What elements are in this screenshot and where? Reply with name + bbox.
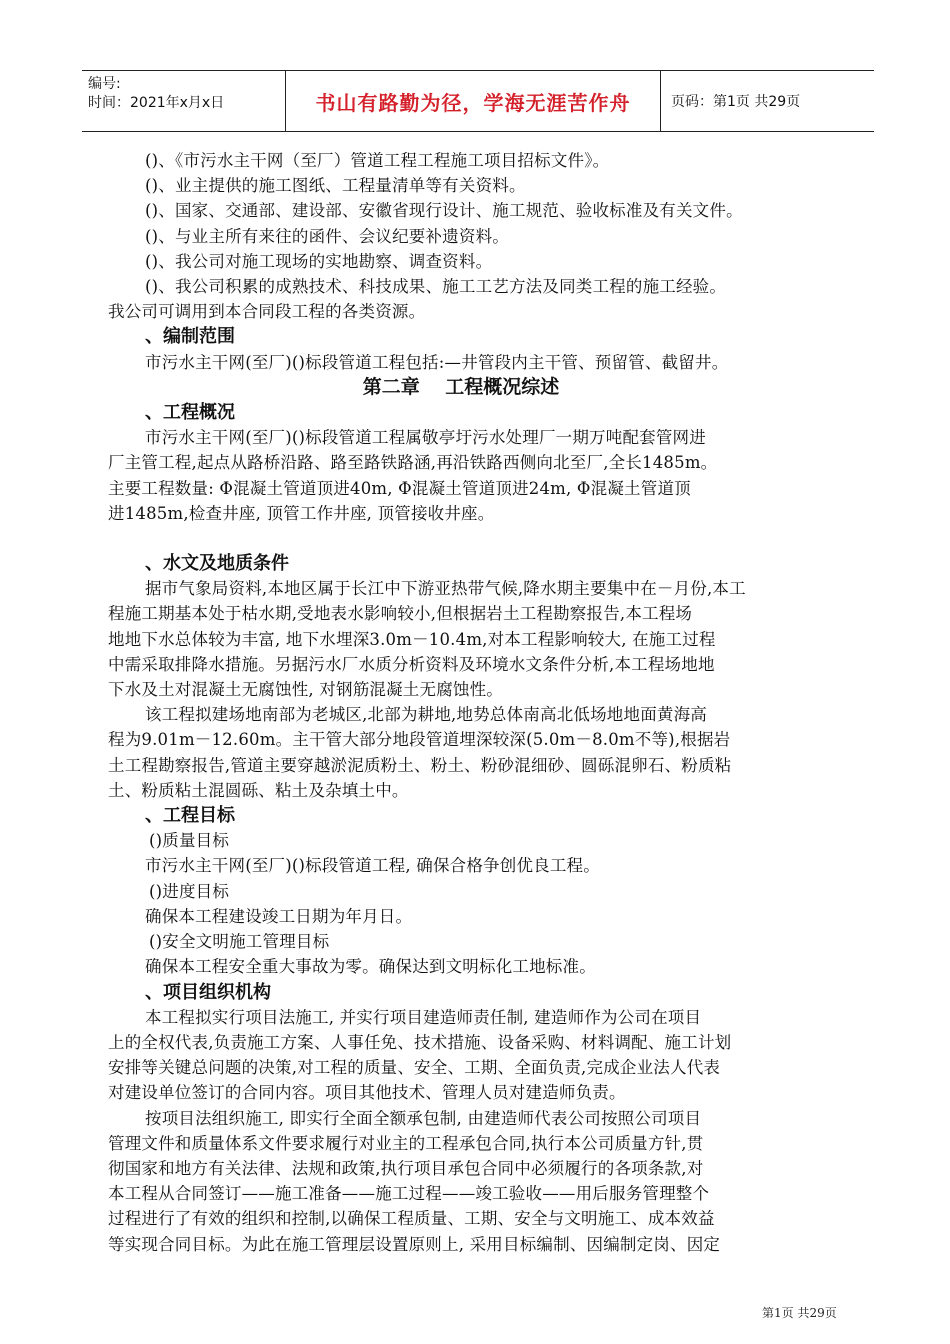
section-heading: 、水文及地质条件: [145, 553, 289, 575]
header-motto: 书山有路勤为径，学海无涯苦作舟: [286, 71, 661, 131]
paragraph-line: 厂主管工程,起点从路桥沿路、路至路铁路涵,再沿铁路西侧向北至厂,全长1485m。: [108, 453, 718, 473]
paragraph-line: 确保本工程建设竣工日期为年月日。: [145, 906, 413, 926]
subheading: ()安全文明施工管理目标: [149, 932, 330, 952]
paragraph-line: 市污水主干网(至厂)()标段管道工程包括:—井管段内主干管、预留管、截留井。: [145, 352, 729, 372]
paragraph-line: 程施工期基本处于枯水期,受地表水影响较小,但根据岩土工程勘察报告,本工程场: [108, 604, 693, 624]
time-label: 时间：2021年x月x日: [88, 95, 225, 111]
paragraph-line: 进1485m,检查井座, 顶管工作井座, 顶管接收井座。: [108, 503, 495, 523]
paragraph-line: 该工程拟建场地南部为老城区,北部为耕地,地势总体南高北低场地地面黄海高: [145, 705, 707, 725]
paragraph-line: 本工程从合同签订——施工准备——施工过程——竣工验收——用后服务管理整个: [108, 1184, 710, 1204]
paragraph-line: 按项目法组织施工, 即实行全面全额承包制, 由建造师代表公司按照公司项目: [145, 1108, 702, 1128]
chapter-heading: 第二章 工程概况综述: [362, 375, 560, 398]
reference-item: ()、我公司积累的成熟技术、科技成果、施工工艺方法及同类工程的施工经验。: [145, 277, 727, 297]
document-body: [108, 148, 864, 1257]
paragraph-line: 中需采取排降水措施。另据污水厂水质分析资料及环境水文条件分析,本工程场地地: [108, 654, 715, 674]
subheading: ()质量目标: [149, 831, 230, 851]
reference-item: ()、业主提供的施工图纸、工程量清单等有关资料。: [145, 176, 526, 196]
number-label: 编号:: [88, 76, 121, 92]
spacer: [108, 526, 864, 551]
reference-item: ()、与业主所有来往的函件、会议纪要补遗资料。: [145, 226, 509, 246]
page-header: [82, 70, 874, 132]
section-heading: 、编制范围: [145, 326, 235, 348]
reference-item: ()、国家、交通部、建设部、安徽省现行设计、施工规范、验收标准及有关文件。: [145, 201, 743, 221]
paragraph-line: 程为9.01m－12.60m。主干管大部分地段管道埋深较深(5.0m－8.0m不等),根据岩: [108, 730, 731, 750]
reference-item: ()、《市污水主干网（至厂）管道工程工程施工项目招标文件》。: [145, 151, 610, 170]
paragraph-line: 市污水主干网(至厂)()标段管道工程, 确保合格争创优良工程。: [145, 856, 600, 876]
paragraph-line: 市污水主干网(至厂)()标段管道工程属敬亭圩污水处理厂一期万吨配套管网进: [145, 428, 706, 448]
paragraph-line: 上的全权代表,负责施工方案、人事任免、技术措施、设备采购、材料调配、施工计划: [108, 1032, 732, 1052]
paragraph-line: 主要工程数量: Φ混凝土管道顶进40m, Φ混凝土管道顶进24m, Φ混凝土管道顶: [108, 478, 691, 498]
paragraph-line: 过程进行了有效的组织和控制,以确保工程质量、工期、安全与文明施工、成本效益: [108, 1209, 715, 1229]
paragraph-line: 地地下水总体较为丰富, 地下水埋深3.0m－10.4m,对本工程影响较大, 在施工过程: [108, 629, 716, 649]
reference-item: ()、我公司对施工现场的实地勘察、调查资料。: [145, 251, 493, 271]
paragraph-line: 等实现合同目标。为此在施工管理层设置原则上, 采用目标编制、因编制定岗、因定: [108, 1234, 721, 1254]
paragraph-line: 管理文件和质量体系文件要求履行对业主的工程承包合同,执行本公司质量方针,贯: [108, 1133, 704, 1153]
paragraph-line: 据市气象局资料,本地区属于长江中下游亚热带气候,降水期主要集中在－月份,本工: [145, 579, 746, 599]
paragraph-line: 确保本工程安全重大事故为零。确保达到文明标化工地标准。: [145, 957, 596, 977]
header-meta: [82, 71, 286, 131]
paragraph-line: 本工程拟实行项目法施工, 并实行项目建造师责任制, 建造师作为公司在项目: [145, 1007, 702, 1027]
paragraph-line: 土工程勘察报告,管道主要穿越淤泥质粉土、粉土、粉砂混细砂、圆砾混卵石、粉质粘: [108, 755, 732, 775]
paragraph-line: 彻国家和地方有关法律、法规和政策,执行项目承包合同中必须履行的各项条款,对: [108, 1158, 704, 1178]
section-heading: 、项目组织机构: [145, 981, 271, 1003]
page-footer: 第1页 共29页: [762, 1306, 837, 1320]
section-heading: 、工程目标: [145, 805, 235, 827]
paragraph-line: 对建设单位签订的合同内容。项目其他技术、管理人员对建造师负责。: [108, 1083, 626, 1103]
section-heading: 、工程概况: [145, 402, 235, 424]
paragraph-line: 下水及土对混凝土无腐蚀性, 对钢筋混凝土无腐蚀性。: [108, 680, 503, 700]
paragraph-line: 土、粉质粘土混圆砾、粘土及杂填土中。: [108, 780, 409, 800]
paragraph-line: 我公司可调用到本合同段工程的各类资源。: [108, 302, 426, 322]
paragraph-line: 安排等关键总问题的决策,对工程的质量、安全、工期、全面负责,完成企业法人代表: [108, 1058, 721, 1078]
subheading: ()进度目标: [149, 881, 230, 901]
header-page-label: 页码：第1页 共29页: [671, 94, 801, 110]
